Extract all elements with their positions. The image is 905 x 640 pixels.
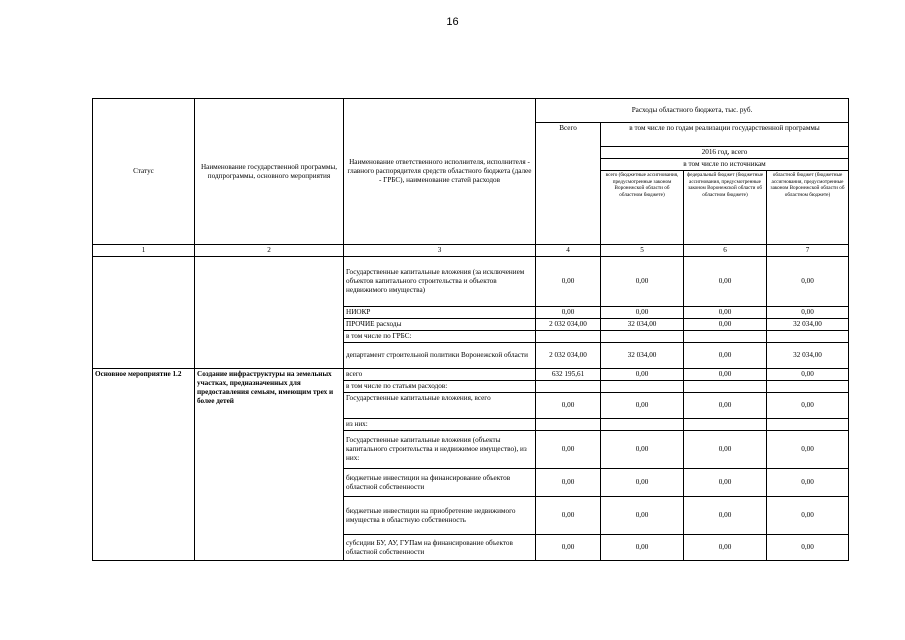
value-regional: 0,00: [767, 535, 849, 561]
value-federal: 0,00: [684, 369, 767, 381]
value-federal: 0,00: [684, 535, 767, 561]
value-source-total: 0,00: [601, 431, 684, 469]
header-status: Статус: [93, 99, 195, 245]
value-source-total: 0,00: [601, 535, 684, 561]
value-source-total: 0,00: [601, 257, 684, 307]
value-total: 2 032 034,00: [536, 319, 601, 331]
row-label: всего: [344, 369, 536, 381]
header-by-years: в том числе по годам реализации государственной программы: [601, 123, 849, 147]
status-cell-empty: [93, 257, 195, 369]
value-regional: 32 034,00: [767, 319, 849, 331]
value-federal: 0,00: [684, 469, 767, 497]
row-label: в том числе по ГРБС:: [344, 331, 536, 343]
value-total: 0,00: [536, 307, 601, 319]
value-federal: 0,00: [684, 431, 767, 469]
value-total: 0,00: [536, 497, 601, 535]
column-number: 2: [195, 245, 344, 257]
value-source-total: 0,00: [601, 369, 684, 381]
column-numbers-row: [93, 245, 849, 257]
row-label: бюджетные инвестиции на финансирование объектов областной собственности: [344, 469, 536, 497]
value-regional: 32 034,00: [767, 343, 849, 369]
status-cell: Основное мероприятие 1.2: [93, 369, 195, 561]
header-source-regional: областной бюджет (бюджетные ассигнования, предусмотренные законом Воронежской области об областном бюджете): [767, 171, 849, 245]
row-label: Государственные капитальные вложения, всего: [344, 393, 536, 419]
value-source-total: 0,00: [601, 497, 684, 535]
value-regional: 0,00: [767, 431, 849, 469]
value-regional: 0,00: [767, 257, 849, 307]
table-row: [93, 257, 849, 307]
header-by-sources: в том числе по источникам: [601, 159, 849, 171]
header-source-total: всего (бюджетные ассигнования, предусмотренные законом Воронежской области об областном бюджете): [601, 171, 684, 245]
header-expenses-title: Расходы областного бюджета, тыс. руб.: [536, 99, 849, 123]
row-label: в том числе по статьям расходов:: [344, 381, 536, 393]
value-total: 0,00: [536, 257, 601, 307]
value-total: 0,00: [536, 431, 601, 469]
row-label: субсидии БУ, АУ, ГУПам на финансирование объектов областной собственности: [344, 535, 536, 561]
row-label: Государственные капитальные вложения (объекты капитального строительства и недвижимое имущество), из них:: [344, 431, 536, 469]
value-regional: 0,00: [767, 469, 849, 497]
column-number: 4: [536, 245, 601, 257]
row-label: из них:: [344, 419, 536, 431]
value-federal: 0,00: [684, 343, 767, 369]
value-federal: 0,00: [684, 393, 767, 419]
header-executor: Наименование ответственного исполнителя, исполнителя - главного распорядителя средств областного бюджета (далее - ГРБС), наименование статей расходов: [344, 99, 536, 245]
value-regional: 0,00: [767, 307, 849, 319]
value-federal: 0,00: [684, 319, 767, 331]
value-total: 632 195,61: [536, 369, 601, 381]
value-source-total: 0,00: [601, 307, 684, 319]
value-source-total: 32 034,00: [601, 319, 684, 331]
budget-table: [92, 98, 849, 561]
value-regional: 0,00: [767, 369, 849, 381]
row-label: департамент строительной политики Воронежской области: [344, 343, 536, 369]
header-source-federal: федеральный бюджет (бюджетные ассигнования, предусмотренные законом Воронежской области об областном бюджете): [684, 171, 767, 245]
value-federal: 0,00: [684, 257, 767, 307]
value-regional: 0,00: [767, 497, 849, 535]
column-number: 6: [684, 245, 767, 257]
header-program-name: Наименование государственной программы, подпрограммы, основного мероприятия: [195, 99, 344, 245]
event-name-cell: Создание инфраструктуры на земельных участках, предназначенных для предоставления семьям, имеющим трех и более детей: [195, 369, 344, 561]
name-cell-empty: [195, 257, 344, 369]
column-number: 3: [344, 245, 536, 257]
value-total: 0,00: [536, 535, 601, 561]
column-number: 5: [601, 245, 684, 257]
row-label: ПРОЧИЕ расходы: [344, 319, 536, 331]
header-total: Всего: [536, 123, 601, 245]
value-regional: 0,00: [767, 393, 849, 419]
column-number: 7: [767, 245, 849, 257]
value-total: 2 032 034,00: [536, 343, 601, 369]
value-total: 0,00: [536, 393, 601, 419]
value-federal: 0,00: [684, 307, 767, 319]
value-federal: 0,00: [684, 497, 767, 535]
value-total: 0,00: [536, 469, 601, 497]
row-label: НИОКР: [344, 307, 536, 319]
value-source-total: 0,00: [601, 393, 684, 419]
value-source-total: 0,00: [601, 469, 684, 497]
header-year: 2016 год, всего: [601, 147, 849, 159]
row-label: бюджетные инвестиции на приобретение недвижимого имущества в областную собственность: [344, 497, 536, 535]
column-number: 1: [93, 245, 195, 257]
value-source-total: 32 034,00: [601, 343, 684, 369]
row-label: Государственные капитальные вложения (за исключением объектов капитального строительства и объектов недвижимого имущества): [344, 257, 536, 307]
page-number: 16: [446, 16, 459, 28]
table-row: [93, 369, 849, 381]
